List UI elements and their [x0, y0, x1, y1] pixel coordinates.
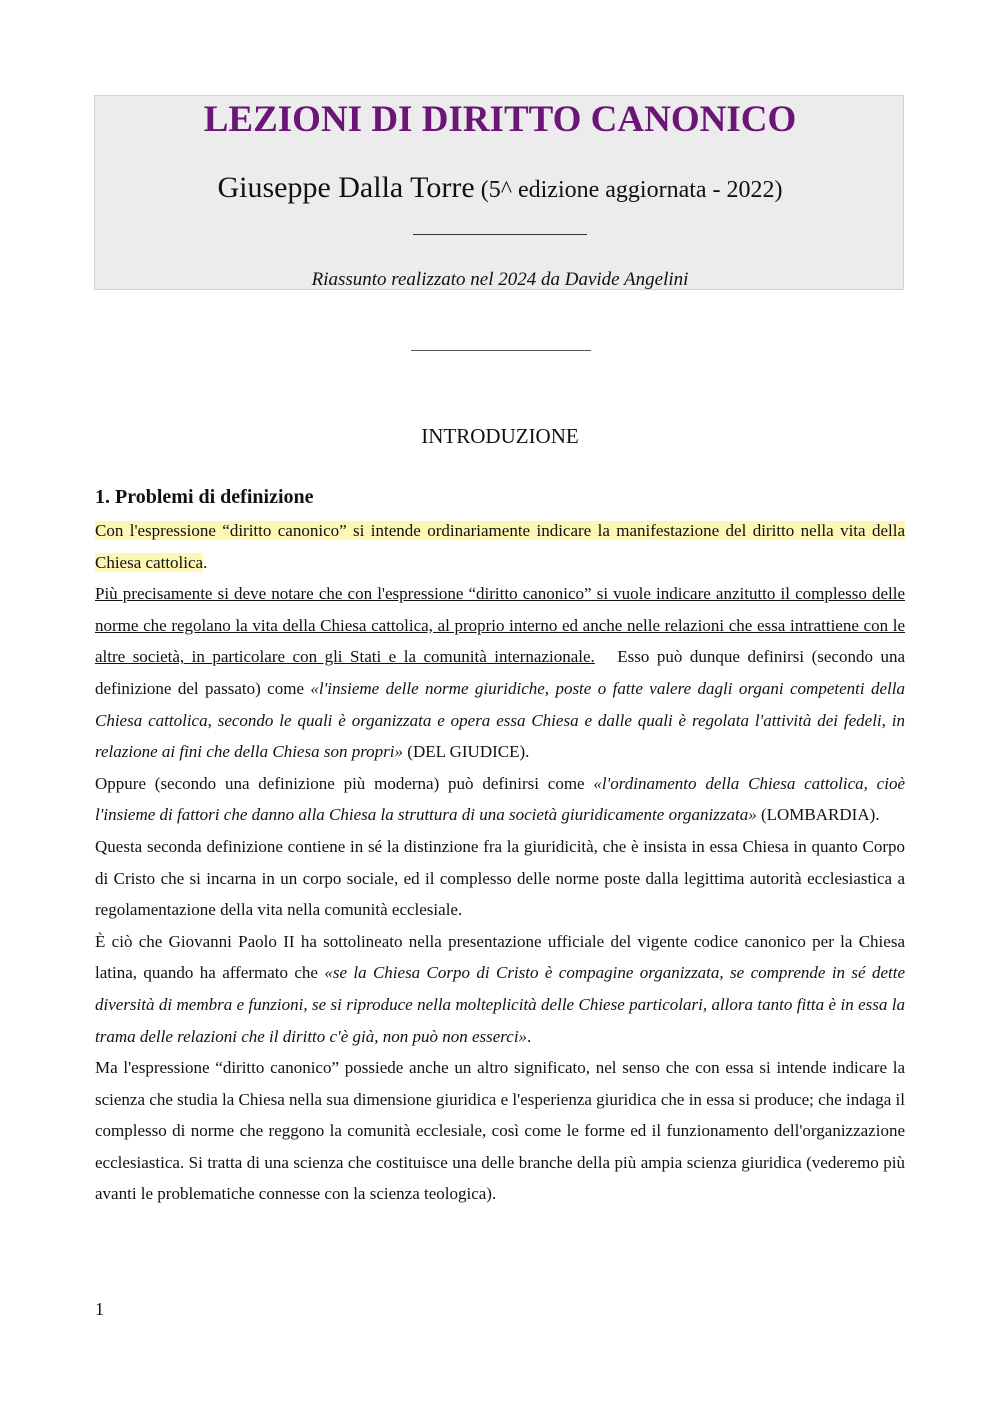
page-number: 1: [95, 1299, 104, 1319]
header-rule: [413, 234, 587, 235]
paragraph-6: Ma l'espressione “diritto canonico” possiede anche un altro significato, nel senso che con essa si intende indicare la scienza che studia la Chiesa nella sua dimensione giuridica e l'esperienza giuridica che in essa si produce; che indaga il complesso di norme che reggono la comunità ecclesiale, così come le forme ed il funzionamento dell'organizzazione ecclesiastica. Si tratta di una scienza che costituisce una delle branche della più ampia scienza giuridica (vederemo più avanti le problematiche connesse con la scienza teologica).: [95, 1058, 905, 1204]
edition-info: (5^ edizione aggiornata - 2022): [474, 177, 783, 203]
paragraph-5: [95, 926, 905, 1052]
author-name: Giuseppe Dalla Torre: [217, 171, 475, 204]
paragraph-3-intro: Oppure (secondo una definizione più moderna) può definirsi come: [95, 773, 594, 793]
section-separator: [411, 350, 591, 351]
paragraph-5-intro: È ciò che Giovanni Paolo II ha sottolineato nella presentazione ufficiale del vigente codice canonico per la Chiesa latina, quando ha affermato che: [95, 931, 905, 983]
paragraph-2: [95, 578, 910, 831]
section-heading: INTRODUZIONE: [421, 424, 579, 448]
paragraph-5-end: .: [527, 1026, 532, 1046]
citation-lombardia: (LOMBARDIA).: [756, 805, 880, 825]
body-text: [95, 515, 910, 1210]
citation-del-giudice: (DEL GIUDICE).: [403, 742, 530, 762]
paragraph-2-intro: Esso può dunque definirsi (secondo una definizione del passato) come: [95, 647, 910, 698]
document-title: LEZIONI DI DIRITTO CANONICO: [203, 99, 797, 140]
quote-lombardia: «l'ordinamento della Chiesa cattolica, cioè l'insieme di fattori che danno alla Chiesa la struttura di una società giuridicamente organizzata»: [95, 773, 905, 825]
quote-del-giudice: «l'insieme delle norme giuridiche, poste o fatte valere dagli organi competenti della Chiesa cattolica, secondo le quali è organizzata e opera essa Chiesa e dalle quali è regolata l'attività dei fedeli, in relazione ai fini che della Chiesa son propri»: [95, 678, 905, 762]
highlighted-text: Con l'espressione “diritto canonico” si intende ordinariamente indicare la manifestazione del diritto nella vita della Chiesa cattolica: [95, 521, 905, 572]
quote-giovanni-paolo: «se la Chiesa Corpo di Cristo è compagine organizzata, se comprende in sé dette diversità di membra e funzioni, se si riproduce nella molteplicità delle Chiese particolari, allora tanto fitta è in essa la trama delle relazioni che il diritto c'è già, non può non esserci»: [95, 963, 906, 1046]
subsection-heading: 1. Problemi di definizione: [95, 486, 314, 508]
summary-note: Riassunto realizzato nel 2024 da Davide Angelini: [311, 269, 689, 290]
underlined-text: Più precisamente si deve notare che con l'espressione “diritto canonico” si vuole indicare anzitutto il complesso delle norme che regolano la vita della Chiesa cattolica, al proprio interno ed anche nelle relazioni che essa intrattiene con le altre società, in particolare con gli Stati e la comunità internazionale.: [95, 584, 905, 667]
paragraph-1: [95, 515, 905, 578]
author-line: [0, 170, 1000, 211]
paragraph-1-end: .: [203, 552, 208, 572]
paragraph-4: Questa seconda definizione contiene in sé la distinzione fra la giuridicità, che è insista in essa Chiesa in quanto Corpo di Cristo che si incarna in un corpo sociale, ed il complesso delle norme poste dalla legittima autorità ecclesiastica a regolamentazione della vita nella comunità ecclesiale.: [95, 836, 905, 920]
